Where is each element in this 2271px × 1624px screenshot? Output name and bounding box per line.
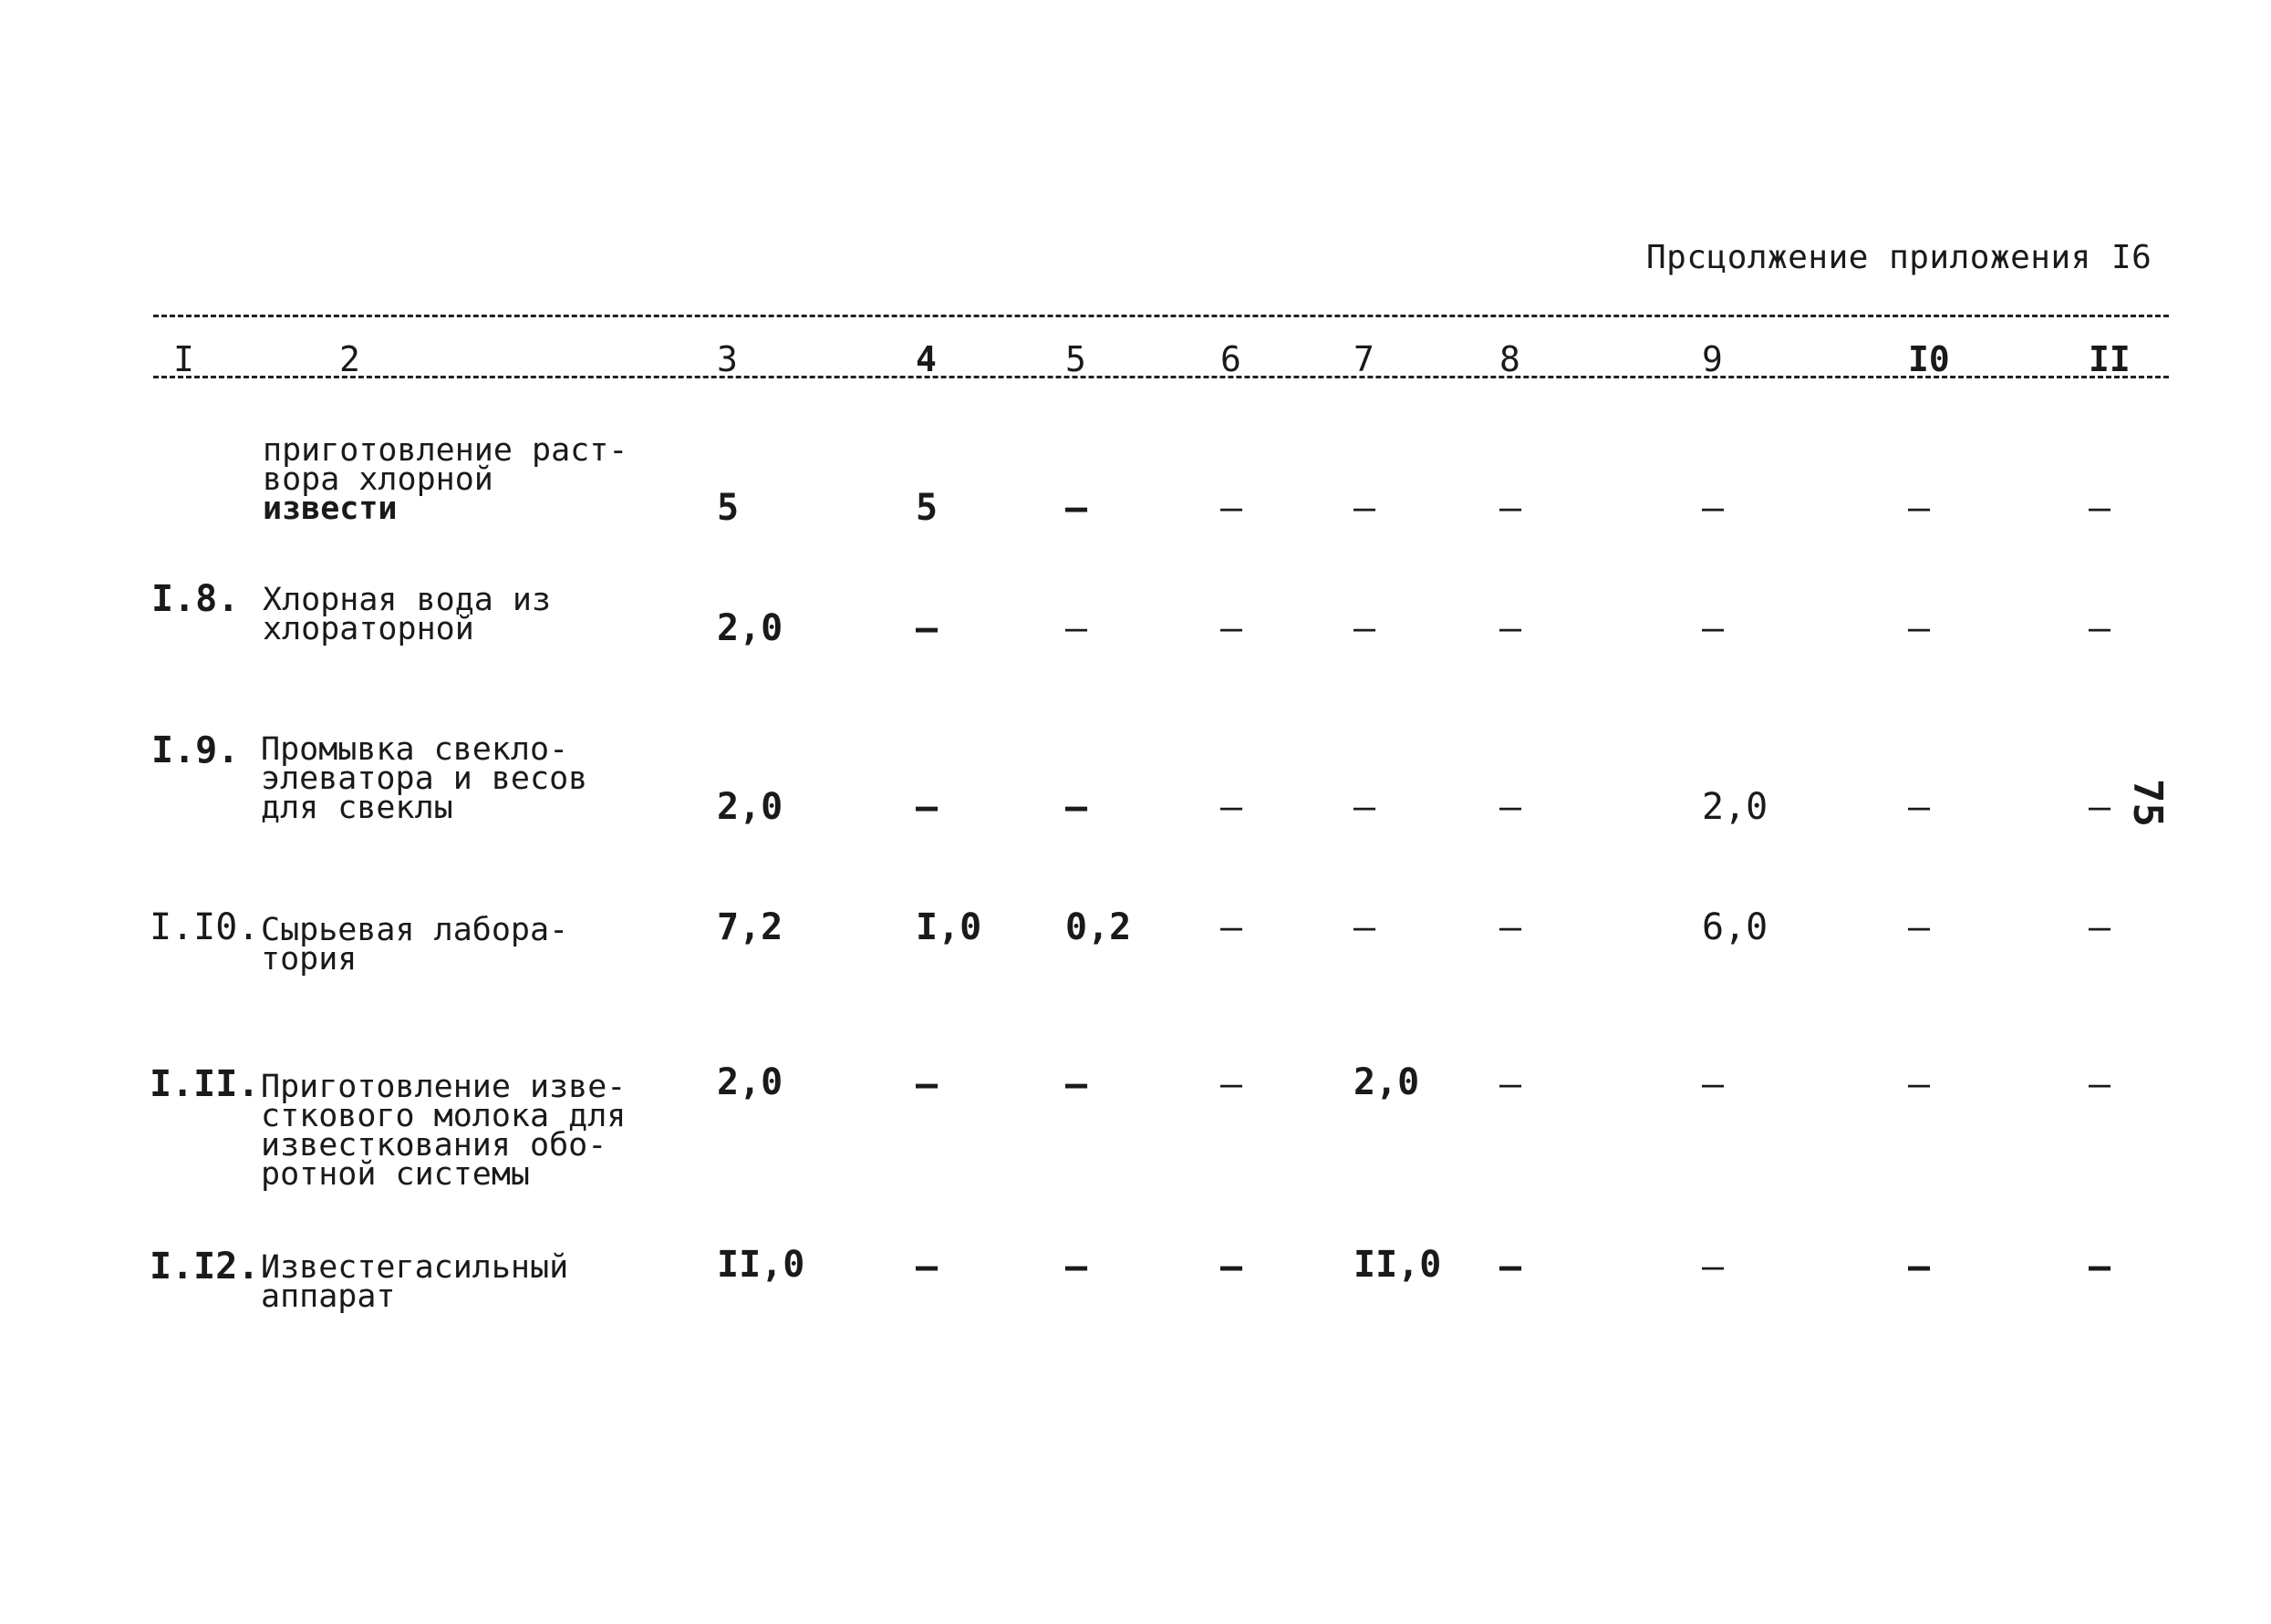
row-name-line: тория [261,941,358,978]
value-col9: – [1702,487,1725,529]
col-header-11: II [2089,339,2131,379]
value-col9: 6,0 [1702,906,1768,948]
col-header-3: 3 [717,339,738,379]
value-col9: – [1702,1063,1725,1105]
value-col5: – [1065,786,1088,828]
row-name-line: известкования обо- [261,1127,607,1164]
page-caption: Прсцолжение приложения I6 [1646,239,2152,276]
row-name-line: вора хлорной [263,461,493,498]
row-name-line: Сырьевая лабора- [261,912,569,948]
value-col3: 2,0 [717,1061,783,1103]
value-col11: – [2089,487,2111,529]
value-col5: 0,2 [1065,906,1132,948]
value-col5: – [1065,487,1088,529]
col-header-8: 8 [1499,339,1520,379]
value-col7: – [1353,786,1376,828]
col-header-10: I0 [1908,339,1950,379]
value-col6: – [1220,786,1243,828]
value-col10: – [1908,1063,1931,1105]
value-col9: – [1702,1246,1725,1288]
value-col3: 7,2 [717,906,783,948]
value-col4: – [916,1246,938,1288]
value-col10: – [1908,1246,1931,1288]
value-col3: II,0 [717,1244,805,1286]
value-col11: – [2089,1246,2111,1288]
page-number: 75 [2123,779,2171,827]
row-name-line: Известегасильный [261,1249,569,1286]
value-col11: – [2089,906,2111,948]
value-col4: – [916,607,938,649]
row-name-line: приготовление раст- [263,432,628,469]
value-col4: – [916,1063,938,1105]
value-col8: – [1499,1063,1522,1105]
value-col9: 2,0 [1702,786,1768,828]
row-name-line: элеватора и весов [261,760,588,797]
value-col5: – [1065,607,1088,649]
value-col3: 2,0 [717,786,783,828]
value-col10: – [1908,906,1931,948]
value-col6: – [1220,906,1243,948]
table-top-rule [153,315,2169,317]
value-col7: – [1353,487,1376,529]
value-col4: 5 [916,487,938,529]
value-col3: 5 [717,487,740,529]
row-name-line: сткового молока для [261,1098,627,1134]
row-name-line: аппарат [261,1278,396,1315]
value-col9: – [1702,607,1725,649]
value-col6: – [1220,1063,1243,1105]
row-name-line: Хлорная вода из [263,582,552,618]
row-number: I.I0. [150,906,260,948]
col-header-6: 6 [1220,339,1241,379]
value-col8: – [1499,906,1522,948]
col-header-4: 4 [916,339,937,379]
value-col10: – [1908,607,1931,649]
row-name-line: извести [263,491,398,527]
row-number: I.9. [151,729,240,771]
value-col6: – [1220,487,1243,529]
row-name-line: Приготовление изве- [261,1069,627,1105]
col-header-2: 2 [339,339,360,379]
value-col7: – [1353,607,1376,649]
row-number: I.I2. [150,1246,260,1288]
value-col11: – [2089,1063,2111,1105]
value-col10: – [1908,487,1931,529]
value-col4: I,0 [916,906,982,948]
value-col8: – [1499,1246,1522,1288]
col-header-1: I [173,339,194,379]
row-number: I.8. [151,578,240,620]
value-col8: – [1499,607,1522,649]
value-col7: 2,0 [1353,1061,1420,1103]
value-col6: – [1220,607,1243,649]
value-col8: – [1499,786,1522,828]
col-header-5: 5 [1065,339,1086,379]
col-header-9: 9 [1702,339,1723,379]
row-name-line: для свеклы [261,790,453,826]
value-col11: – [2089,607,2111,649]
value-col5: – [1065,1063,1088,1105]
value-col6: – [1220,1246,1243,1288]
value-col7: – [1353,906,1376,948]
value-col4: – [916,786,938,828]
row-name-line: хлораторной [263,611,474,647]
row-name-line: ротной системы [261,1156,531,1193]
row-name-line: Промывка свекло- [261,731,569,768]
value-col11: – [2089,786,2111,828]
value-col5: – [1065,1246,1088,1288]
row-number: I.II. [150,1063,260,1105]
table-header-rule [153,376,2169,378]
value-col10: – [1908,786,1931,828]
col-header-7: 7 [1353,339,1374,379]
value-col3: 2,0 [717,607,783,649]
value-col8: – [1499,487,1522,529]
value-col7: II,0 [1353,1244,1442,1286]
